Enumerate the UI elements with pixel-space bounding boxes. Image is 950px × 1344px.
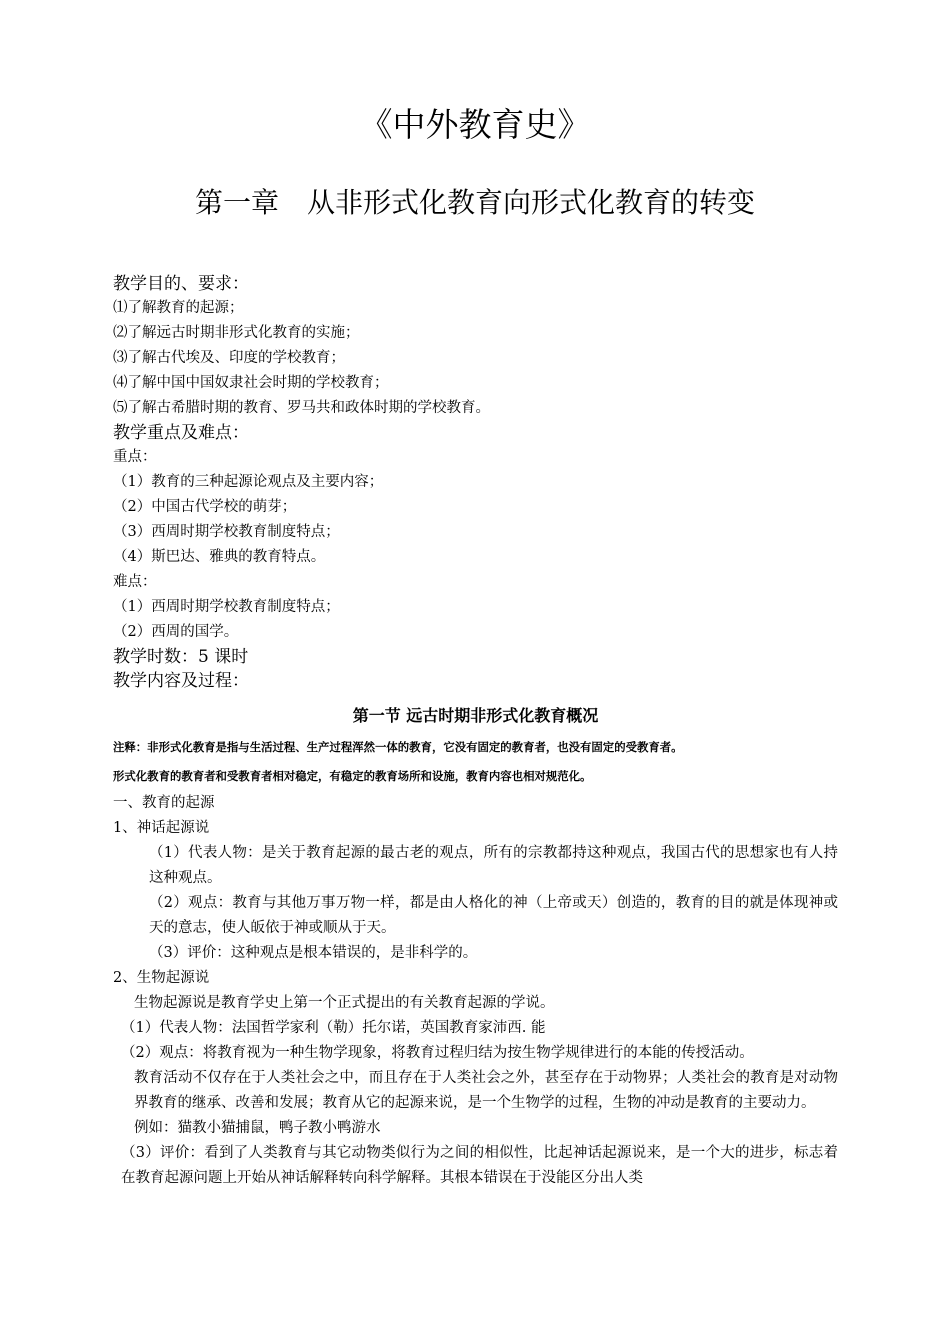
bio-explanation: 教育活动不仅存在于人类社会之中，而且存在于人类社会之外，甚至存在于动物界；人类社会的教育是对动物界教育的继承、改善和发展；教育从它的起源来说，是一个生物学的过程，生物的冲动是教育的主要动力。 [134,1070,838,1111]
difficulty-item: （2）西周的国学。 [113,624,239,640]
document-title: 《中外教育史》 [359,105,591,144]
section-title: 第一节 远古时期非形式化教育概况 [352,706,599,725]
chapter-heading [0,183,950,223]
note-line: 注释：非形式化教育是指与生活过程、生产过程浑然一体的教育，它没有固定的教育者，也没有固定的受教育者。 [113,740,683,754]
bio-evaluation: （3）评价：看到了人类教育与其它动物类似行为之间的相似性，比起神话起源说来，是一个大的进步，标志着在教育起源问题上开始从神话解释转向科学解释。其根本错误在于没能区分出人类 [121,1145,838,1186]
objective-item: ⑵了解远古时期非形式化教育的实施； [113,325,360,341]
objective-item: ⑶了解古代埃及、印度的学校教育； [113,350,345,366]
chapter-number: 第一章 [194,186,279,219]
myth-representative: （1）代表人物：是关于教育起源的最古老的观点，所有的宗教都持这种观点，我国古代的思想家也有人持这种观点。 [149,845,838,886]
part-heading: 一、教育的起源 [113,795,215,811]
chapter-title: 从非形式化教育向形式化教育的转变 [307,186,756,219]
objective-item: ⑸了解古希腊时期的教育、罗马共和政体时期的学校教育。 [113,400,490,416]
note-line: 形式化教育的教育者和受教育者相对稳定，有稳定的教育场所和设施，教育内容也相对规范化。 [113,769,592,783]
myth-evaluation: （3）评价：这种观点是根本错误的，是非科学的。 [149,945,478,961]
teaching-hours: 教学时数：5 课时 [113,647,249,667]
myth-heading: 1、神话起源说 [113,820,210,836]
objectives-heading: 教学目的、要求： [113,274,249,294]
content-heading: 教学内容及过程： [113,671,249,691]
focus-label: 重点： [113,449,157,465]
focus-item: （2）中国古代学校的萌芽； [113,499,297,515]
key-points-heading: 教学重点及难点： [113,423,249,443]
focus-item: （3）西周时期学校教育制度特点； [113,524,340,540]
difficulty-item: （1）西周时期学校教育制度特点； [113,599,340,615]
myth-viewpoint: （2）观点：教育与其他万事万物一样，都是由人格化的神（上帝或天）创造的，教育的目的就是体现神或天的意志，使人皈依于神或顺从于天。 [149,895,838,936]
objective-item: ⑷了解中国中国奴隶社会时期的学校教育； [113,375,389,391]
objective-item: ⑴了解教育的起源； [113,300,244,316]
bio-representative: （1）代表人物：法国哲学家利（勒）托尔诺，英国教育家沛西. 能 [121,1020,546,1036]
difficulty-label: 难点： [113,574,157,590]
document-body [113,272,838,1191]
bio-intro: 生物起源说是教育学史上第一个正式提出的有关教育起源的学说。 [134,995,555,1011]
focus-item: （4）斯巴达、雅典的教育特点。 [113,549,326,565]
bio-example: 例如：猫教小猫捕鼠，鸭子教小鸭游水 [134,1120,381,1136]
bio-heading: 2、生物起源说 [113,970,210,986]
focus-item: （1）教育的三种起源论观点及主要内容； [113,474,384,490]
bio-viewpoint: （2）观点：将教育视为一种生物学现象，将教育过程归结为按生物学规律进行的本能的传授活动。 [121,1045,754,1061]
